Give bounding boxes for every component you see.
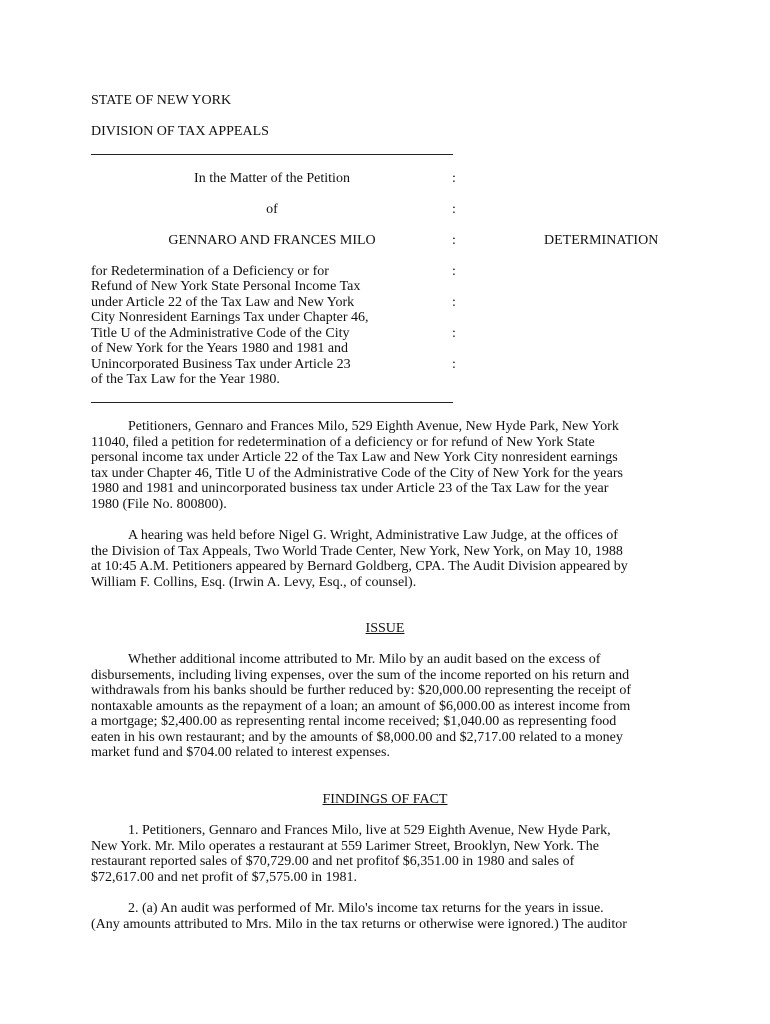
paragraph-line: 1980 (File No. 800800).: [91, 496, 227, 512]
caption-colon: :: [452, 171, 456, 186]
finding-paragraph-2: [91, 901, 681, 932]
caption-bottom-rule: [91, 402, 453, 403]
paragraph-line: nontaxable amounts as the repayment of a loan; an amount of $6,000.00 as interest income from: [91, 698, 631, 714]
paragraph-line: $72,617.00 and net profit of $7,575.00 in 1981.: [91, 869, 357, 885]
intro-paragraph-petition: [91, 419, 681, 512]
state-heading: STATE OF NEW YORK: [91, 93, 232, 108]
paragraph-line: the Division of Tax Appeals, Two World Trade Center, New York, New York, on May 10, 1988: [91, 543, 623, 559]
paragraph-line: 1. Petitioners, Gennaro and Frances Milo, live at 529 Eighth Avenue, New Hyde Park,: [128, 823, 611, 838]
caption-purpose-line: Unincorporated Business Tax under Article 23: [91, 357, 351, 372]
paragraph-line: William F. Collins, Esq. (Irwin A. Levy, Esq., of counsel).: [91, 574, 417, 590]
caption-colon: :: [452, 357, 456, 372]
caption-purpose-line: Refund of New York State Personal Income Tax: [91, 279, 361, 294]
paragraph-line: 2. (a) An audit was performed of Mr. Milo's income tax returns for the years in issue.: [128, 901, 604, 916]
caption-purpose-line: City Nonresident Earnings Tax under Chapter 46,: [91, 310, 369, 325]
paragraph-line: New York. Mr. Milo operates a restaurant at 559 Larimer Street, Brooklyn, New York. The: [91, 838, 599, 854]
document-type: DETERMINATION: [544, 233, 659, 248]
caption-top-rule: [91, 154, 453, 155]
findings-heading: FINDINGS OF FACT: [322, 792, 448, 807]
paragraph-line: a mortgage; $2,400.00 as representing rental income received; $1,040.00 as representing food: [91, 714, 617, 729]
caption-parties: GENNARO AND FRANCES MILO: [168, 233, 376, 248]
paragraph-line: Petitioners, Gennaro and Frances Milo, 529 Eighth Avenue, New Hyde Park, New York: [128, 419, 619, 434]
issue-paragraph: [91, 652, 681, 761]
paragraph-line: eaten in his own restaurant; and by the amounts of $8,000.00 and $2,717.00 related to a money: [91, 729, 623, 745]
paragraph-line: 11040, filed a petition for redetermination of a deficiency or for refund of New York State: [91, 434, 595, 450]
paragraph-line: market fund and $704.00 related to interest expenses.: [91, 745, 390, 760]
caption-purpose-line: of the Tax Law for the Year 1980.: [91, 372, 280, 387]
caption-purpose-line: Title U of the Administrative Code of the City: [91, 326, 350, 341]
caption-colon: :: [452, 264, 456, 279]
caption-purpose-line: under Article 22 of the Tax Law and New York: [91, 295, 355, 310]
paragraph-line: A hearing was held before Nigel G. Wright, Administrative Law Judge, at the offices of: [128, 528, 618, 543]
caption-colon: :: [452, 202, 456, 217]
caption-of: of: [266, 202, 278, 217]
caption-colon: :: [452, 233, 456, 248]
finding-paragraph-1: [91, 823, 681, 885]
paragraph-line: withdrawals from his banks should be further reduced by: $20,000.00 representing the receipt of: [91, 683, 632, 698]
issue-heading: ISSUE: [365, 621, 405, 636]
caption-purpose-line: for Redetermination of a Deficiency or for: [91, 264, 329, 279]
division-heading: DIVISION OF TAX APPEALS: [91, 124, 269, 139]
paragraph-line: disbursements, including living expenses, over the sum of the income reported on his return and: [91, 667, 630, 683]
caption-colon: :: [452, 326, 456, 341]
caption-colon: :: [452, 295, 456, 310]
paragraph-line: at 10:45 A.M. Petitioners appeared by Bernard Goldberg, CPA. The Audit Division appeared by: [91, 559, 628, 574]
paragraph-line: tax under Chapter 46, Title U of the Administrative Code of the City of New York for the years: [91, 465, 623, 481]
paragraph-line: personal income tax under Article 22 of the Tax Law and New York City nonresident earnings: [91, 450, 618, 465]
paragraph-line: restaurant reported sales of $70,729.00 and net profitof $6,351.00 in 1980 and sales of: [91, 854, 575, 869]
caption-matter: In the Matter of the Petition: [194, 171, 350, 186]
paragraph-line: Whether additional income attributed to Mr. Milo by an audit based on the excess of: [128, 652, 601, 667]
paragraph-line: 1980 and 1981 and unincorporated business tax under Article 23 of the Tax Law for the year: [91, 481, 609, 496]
caption-purpose-line: of New York for the Years 1980 and 1981 and: [91, 341, 349, 356]
intro-paragraph-hearing: [91, 528, 681, 590]
paragraph-line: (Any amounts attributed to Mrs. Milo in the tax returns or otherwise were ignored.) The auditor: [91, 916, 627, 932]
